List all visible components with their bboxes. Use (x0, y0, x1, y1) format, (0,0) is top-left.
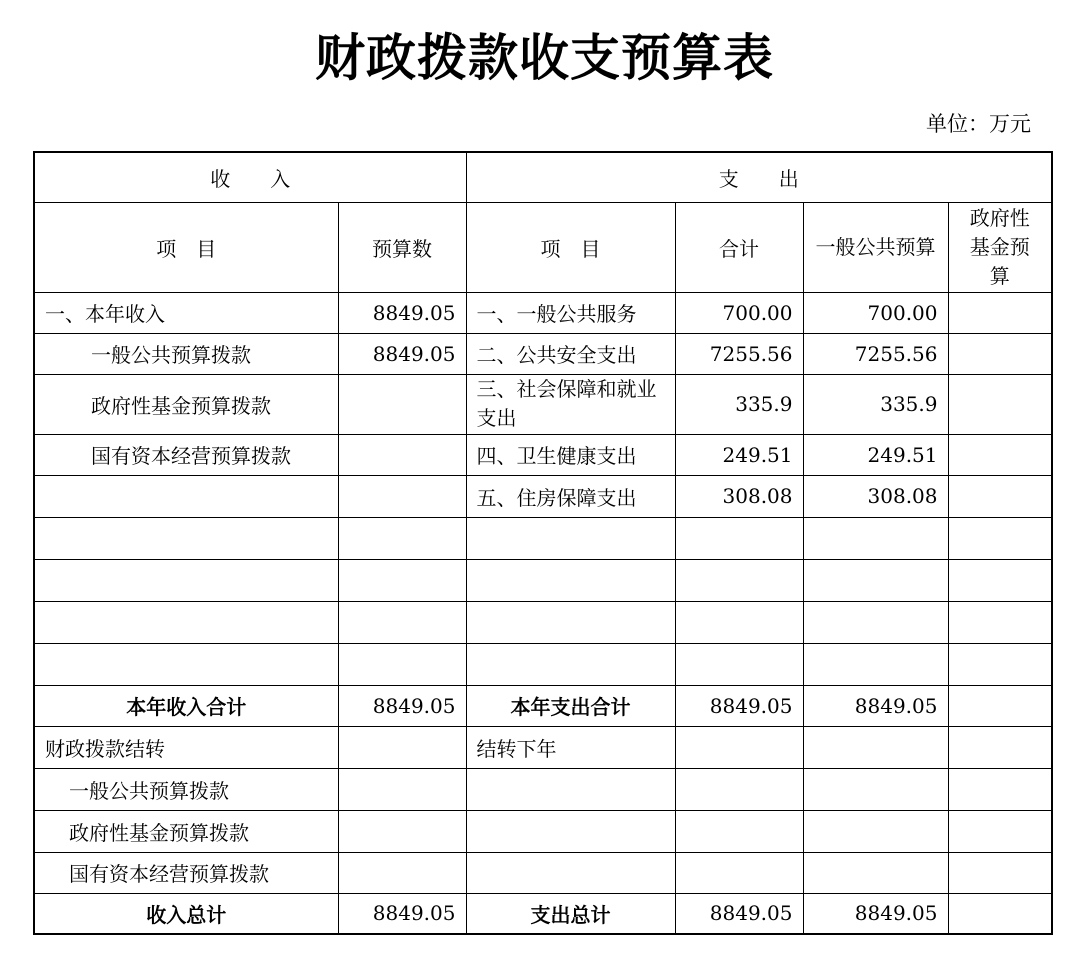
expense-general: 249.51 (803, 434, 948, 475)
table-row (34, 374, 1052, 434)
income-item: 国有资本经营预算拨款 (34, 434, 338, 475)
expense-grand-label: 支出总计 (466, 893, 675, 934)
expense-item: 五、住房保障支出 (466, 475, 675, 517)
expense-total: 335.9 (675, 374, 803, 434)
carry-item-row (34, 768, 1052, 810)
table-row (34, 434, 1052, 475)
expense-item: 一、一般公共服务 (466, 292, 675, 333)
col-expense-fund: 政府性基金预算 (948, 202, 1052, 292)
expense-grand-total: 8849.05 (675, 893, 803, 934)
col-expense-total: 合计 (675, 202, 803, 292)
expense-general: 7255.56 (803, 333, 948, 374)
income-value (338, 475, 466, 517)
income-value (338, 434, 466, 475)
header-row-columns (34, 202, 1052, 292)
expense-general: 308.08 (803, 475, 948, 517)
carry-item: 国有资本经营预算拨款 (34, 852, 338, 893)
income-item (34, 475, 338, 517)
empty-row (34, 517, 1052, 559)
col-expense-general: 一般公共预算 (803, 202, 948, 292)
expense-fund (948, 374, 1052, 434)
expense-total: 700.00 (675, 292, 803, 333)
carry-item-row (34, 852, 1052, 893)
expense-header: 支 出 (466, 152, 1052, 202)
expense-general: 700.00 (803, 292, 948, 333)
income-header: 收 入 (34, 152, 466, 202)
subtotal-row (34, 685, 1052, 726)
table-row (34, 475, 1052, 517)
empty-row (34, 559, 1052, 601)
expense-subtotal-total: 8849.05 (675, 685, 803, 726)
budget-table (33, 151, 1053, 935)
table-row (34, 292, 1052, 333)
carry-income-label: 财政拨款结转 (34, 726, 338, 768)
empty-row (34, 643, 1052, 685)
col-income-item: 项 目 (34, 202, 338, 292)
income-item: 一、本年收入 (34, 292, 338, 333)
income-grand-label: 收入总计 (34, 893, 338, 934)
expense-fund (948, 333, 1052, 374)
income-item: 政府性基金预算拨款 (34, 374, 338, 434)
expense-item: 三、社会保障和就业支出 (466, 374, 675, 434)
income-grand-value: 8849.05 (338, 893, 466, 934)
carry-item: 一般公共预算拨款 (34, 768, 338, 810)
expense-subtotal-general: 8849.05 (803, 685, 948, 726)
expense-fund (948, 292, 1052, 333)
page-title: 财政拨款收支预算表 (315, 28, 774, 87)
header-row-group (34, 152, 1052, 202)
expense-total: 249.51 (675, 434, 803, 475)
income-subtotal-label: 本年收入合计 (34, 685, 338, 726)
col-expense-item: 项 目 (466, 202, 675, 292)
table-row (34, 333, 1052, 374)
carry-expense-label: 结转下年 (466, 726, 675, 768)
col-income-budget: 预算数 (338, 202, 466, 292)
income-item: 一般公共预算拨款 (34, 333, 338, 374)
expense-fund (948, 434, 1052, 475)
expense-total: 7255.56 (675, 333, 803, 374)
income-value (338, 374, 466, 434)
expense-total: 308.08 (675, 475, 803, 517)
expense-subtotal-fund (948, 685, 1052, 726)
income-value: 8849.05 (338, 333, 466, 374)
carry-row (34, 726, 1052, 768)
carry-item: 政府性基金预算拨款 (34, 810, 338, 852)
empty-row (34, 601, 1052, 643)
expense-grand-fund (948, 893, 1052, 934)
expense-item: 四、卫生健康支出 (466, 434, 675, 475)
expense-general: 335.9 (803, 374, 948, 434)
expense-item: 二、公共安全支出 (466, 333, 675, 374)
unit-label: 单位：万元 (926, 112, 1031, 136)
income-subtotal-value: 8849.05 (338, 685, 466, 726)
carry-item-row (34, 810, 1052, 852)
grand-total-row (34, 893, 1052, 934)
expense-subtotal-label: 本年支出合计 (466, 685, 675, 726)
expense-grand-general: 8849.05 (803, 893, 948, 934)
expense-fund (948, 475, 1052, 517)
income-value: 8849.05 (338, 292, 466, 333)
